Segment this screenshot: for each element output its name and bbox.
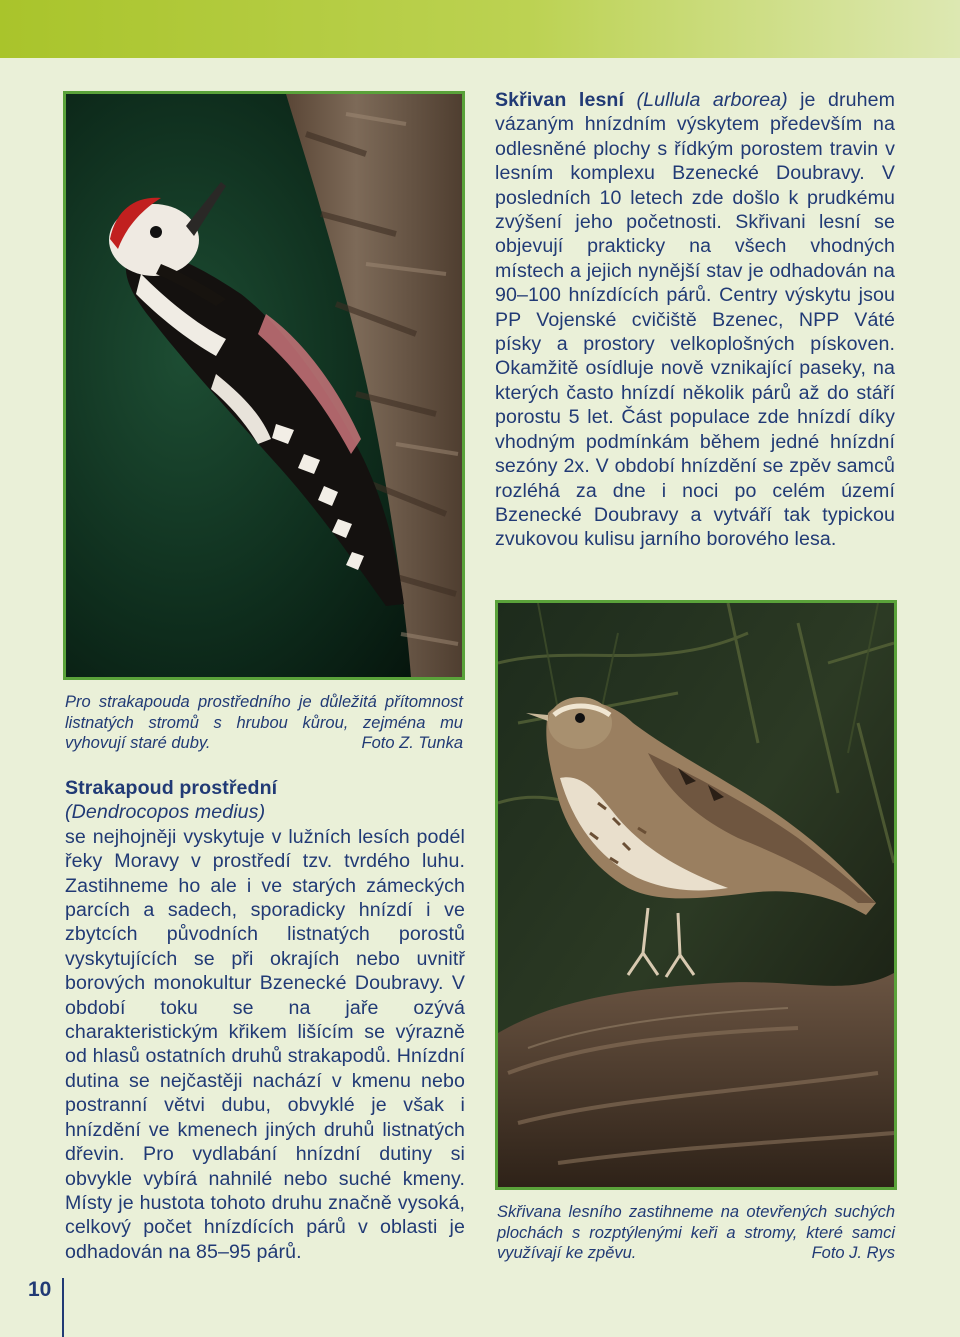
- article-body: je druhem vázaným hnízdním výskytem především na odlesněné plochy s řídkým porostem travin v lesním komplexu Bzenecké Doubravy. V posledních 10 letech zde došlo k prudkému zvýšení jeho početnosti. Skřivani lesní se objevují prakticky na všech vhodných místech a jejich nynější stav je odhadován na 90–100 hnízdících párů. Centry výskytu jsou PP Vojenské cvičiště Bzenec, NPP Váté písky a prostory velkoplošných pískoven. Okamžitě osídluje nově vznikající paseky, na kterých často hnízdí několik párů až do stáří porostu 5 let. Část populace zde hnízdí díky vhodným podmínkám během jedné hnízdní sezóny 2x. V období hnízdění se zpěv samců rozléhá za dne i noci po celém území Bzenecké Doubravy a vytváří tak typickou zvukovou kulisu jarního borového lesa.: [495, 89, 895, 551]
- woodlark-photo-caption: [497, 1202, 895, 1264]
- caption-text: Skřivana lesního zastihneme na otevřených suchých plochách s rozptýlenými keři a stromy, které samci využívají ke zpěvu.: [497, 1203, 895, 1262]
- woodlark-article: [495, 88, 895, 552]
- top-color-band: [0, 0, 960, 58]
- article-title: Strakapoud prostřední: [65, 777, 278, 799]
- article-title: Skřivan lesní: [495, 89, 625, 111]
- article-body: se nejhojněji vyskytuje v lužních lesích podél řeky Moravy v prostředí tzv. tvrdého luhu. Zastihneme ho ale i ve starých zámeckých parcích a sadech, sporadicky hnízdí i ve zbytcích původních listnatých porostů vyskytujících se při okrajích nebo uvnitř borových monokultur Bzenecké Doubravy. V období toku se na jaře ozývá charakteristickým křikem lišícím se výrazně od hlasů ostatních druhů strakapodů. Hnízdní dutina se nejčastěji nachází v kmenu nebo postranní větvi dubu, obvyklé je však i hnízdění ve kmenech jiných druhů listnatých dřevin. Pro vydlabání hnízdní dutiny si obvykle vybírá nahnilé nebo suché kmeny. Místy je hustota tohoto druhu značně vysoká, celkový počet hnízdících párů v oblasti je odhadován na 85–95 párů.: [65, 825, 465, 1263]
- woodpecker-photo-caption: [65, 692, 463, 754]
- photo-credit: Foto Z. Tunka: [361, 734, 463, 752]
- page-number: 10: [28, 1278, 52, 1301]
- page-number-divider: [62, 1278, 64, 1337]
- latin-name: (Dendrocopos medius): [65, 801, 266, 824]
- caption-text: Pro strakapouda prostředního je důležitá přítomnost listnatých stromů s hrubou kůrou, zejména mu vyhovují staré duby.: [65, 693, 463, 752]
- woodpecker-article: [65, 776, 465, 1264]
- woodpecker-photo: [63, 91, 465, 680]
- woodlark-photo: [495, 600, 897, 1190]
- latin-name: (Lullula arborea): [636, 89, 788, 111]
- photo-credit: Foto J. Rys: [811, 1244, 895, 1262]
